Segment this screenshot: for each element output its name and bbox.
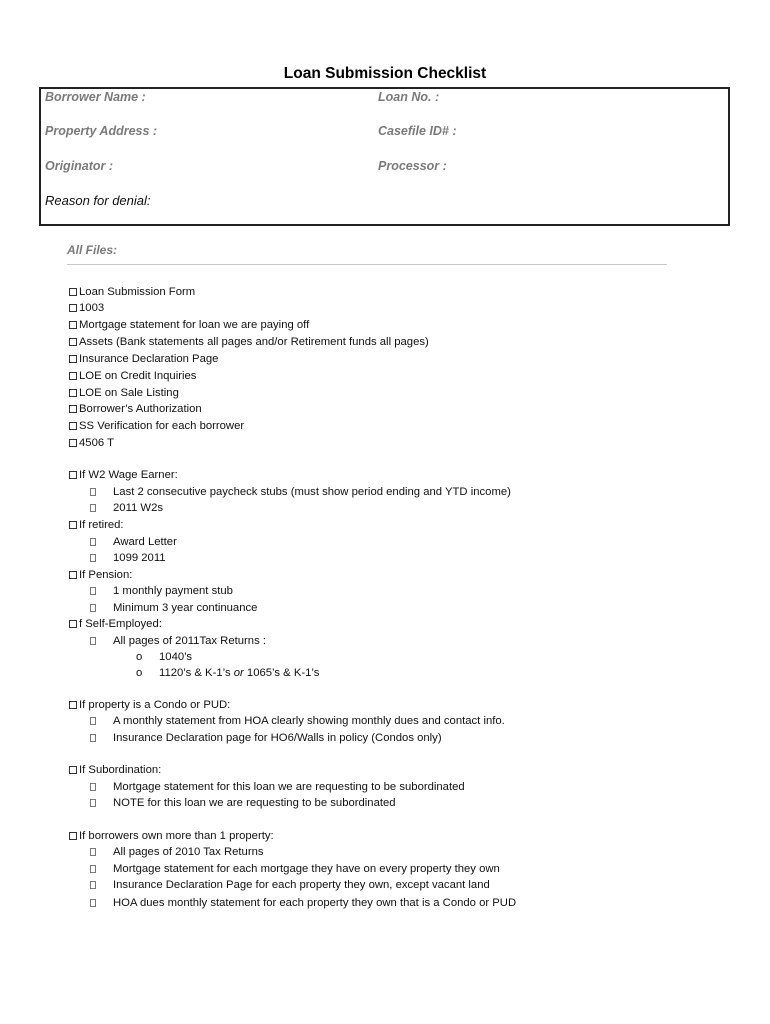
w2-section-label[interactable]: If W2 Wage Earner:: [69, 467, 178, 483]
checklist-item[interactable]: 4506 T: [69, 435, 114, 451]
property-address-label: Property Address :: [45, 124, 158, 138]
checklist-item[interactable]: Assets (Bank statements all pages and/or Retirement funds all pages): [69, 334, 429, 350]
checklist-item[interactable]: Borrower’s Authorization: [69, 401, 202, 417]
sub-checkbox[interactable]: [90, 717, 96, 725]
casefile-id-label: Casefile ID# :: [378, 124, 457, 138]
sub-checkbox[interactable]: [90, 604, 96, 612]
pension-section-label[interactable]: If Pension:: [69, 567, 132, 583]
borrower-name-label: Borrower Name :: [45, 90, 146, 104]
checklist-item[interactable]: Mortgage statement for loan we are paying off: [69, 317, 309, 333]
checklist-item[interactable]: Loan Submission Form: [69, 284, 195, 300]
sub-checkbox[interactable]: [90, 587, 96, 595]
circle-bullet: o: [136, 651, 143, 663]
sub-checkbox[interactable]: [90, 637, 96, 645]
sub-checkbox[interactable]: [90, 734, 96, 742]
checklist-item[interactable]: 1003: [69, 300, 104, 316]
sub-checkbox[interactable]: [90, 899, 96, 907]
sub-checkbox[interactable]: [90, 504, 96, 512]
circle-bullet: o: [136, 667, 143, 679]
all-files-heading: All Files:: [67, 243, 118, 257]
sub-checkbox[interactable]: [90, 799, 96, 807]
multi-property-section-label[interactable]: If borrowers own more than 1 property:: [69, 828, 274, 844]
sub-checkbox[interactable]: [90, 488, 96, 496]
originator-label: Originator :: [45, 159, 114, 173]
checkbox[interactable]: [69, 405, 77, 413]
sub-checkbox[interactable]: [90, 554, 96, 562]
sub-checkbox[interactable]: [90, 865, 96, 873]
subordination-section-label[interactable]: If Subordination:: [69, 762, 161, 778]
checkbox[interactable]: [69, 288, 77, 296]
checkbox[interactable]: [69, 422, 77, 430]
checkbox[interactable]: [69, 701, 77, 709]
processor-label: Processor :: [378, 159, 447, 173]
checkbox[interactable]: [69, 521, 77, 529]
checkbox[interactable]: [69, 832, 77, 840]
sub-checkbox[interactable]: [90, 881, 96, 889]
reason-for-denial-label: Reason for denial:: [45, 193, 151, 208]
checkbox[interactable]: [69, 355, 77, 363]
checkbox[interactable]: [69, 372, 77, 380]
condo-section-label[interactable]: If property is a Condo or PUD:: [69, 697, 230, 713]
checklist-item[interactable]: LOE on Credit Inquiries: [69, 368, 196, 384]
checkbox[interactable]: [69, 439, 77, 447]
checkbox[interactable]: [69, 338, 77, 346]
checklist-item[interactable]: SS Verification for each borrower: [69, 418, 244, 434]
checkbox[interactable]: [69, 620, 77, 628]
checkbox[interactable]: [69, 321, 77, 329]
checkbox[interactable]: [69, 389, 77, 397]
section-divider: [67, 264, 667, 265]
retired-section-label[interactable]: If retired:: [69, 517, 124, 533]
sub-checkbox[interactable]: [90, 783, 96, 791]
self-employed-section-label[interactable]: f Self-Employed:: [69, 616, 162, 632]
checkbox[interactable]: [69, 304, 77, 312]
checkbox[interactable]: [69, 571, 77, 579]
sub-checkbox[interactable]: [90, 538, 96, 546]
checklist-item[interactable]: LOE on Sale Listing: [69, 385, 179, 401]
checkbox[interactable]: [69, 766, 77, 774]
checkbox[interactable]: [69, 471, 77, 479]
loan-no-label: Loan No. :: [378, 90, 440, 104]
checklist-item[interactable]: Insurance Declaration Page: [69, 351, 218, 367]
sub-checkbox[interactable]: [90, 848, 96, 856]
document-title: Loan Submission Checklist: [283, 65, 487, 82]
